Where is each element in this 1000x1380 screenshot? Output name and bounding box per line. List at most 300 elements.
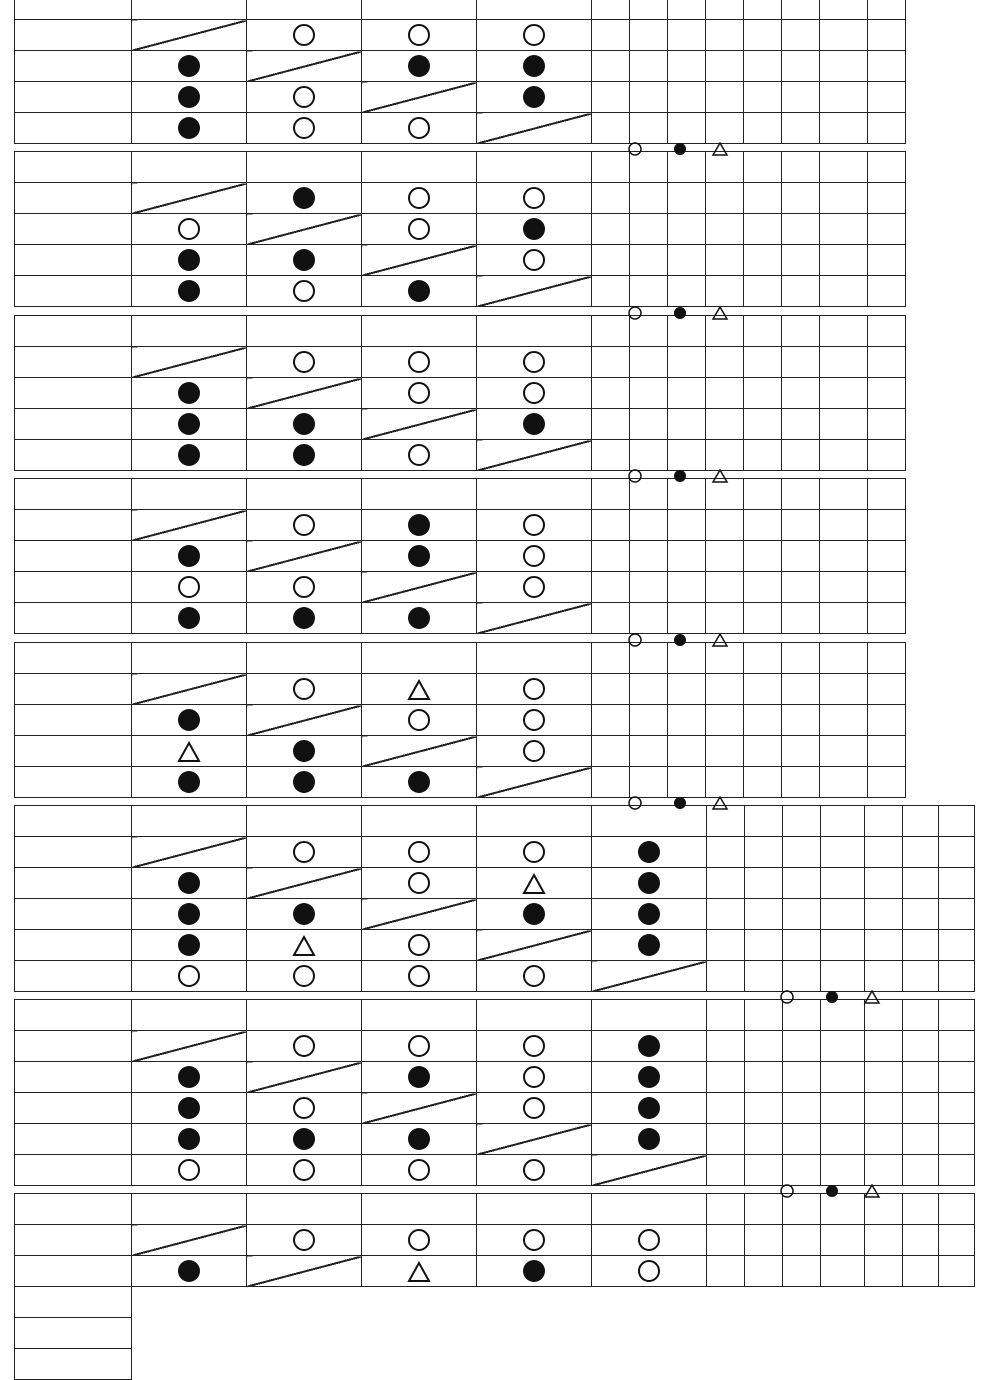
row-team-name xyxy=(15,930,132,961)
self-match-cell xyxy=(477,603,592,634)
team-row xyxy=(15,1318,975,1349)
stat-header-ga xyxy=(782,479,820,510)
stat-ga xyxy=(782,113,820,144)
stat-w xyxy=(630,20,668,51)
row-team-name xyxy=(15,1256,132,1287)
match-result-cell xyxy=(477,409,592,440)
stat-header-w xyxy=(630,152,668,183)
stat-d xyxy=(706,82,744,113)
match-result-cell xyxy=(247,276,362,307)
match-result-cell xyxy=(477,961,592,992)
stat-w xyxy=(745,1031,783,1062)
stat-ga xyxy=(903,961,939,992)
row-team-name xyxy=(15,541,132,572)
loss-dot-icon xyxy=(178,1260,200,1282)
match-result-cell xyxy=(132,1256,247,1287)
loss-dot-icon xyxy=(178,249,200,271)
match-result-cell xyxy=(247,1155,362,1186)
stat-ga xyxy=(782,440,820,471)
row-team-name xyxy=(15,961,132,992)
loss-dot-icon xyxy=(178,934,200,956)
win-circle-icon xyxy=(408,872,430,894)
column-team-header xyxy=(247,479,362,510)
team-row xyxy=(15,245,906,276)
loss-dot-icon xyxy=(178,872,200,894)
match-result-cell xyxy=(362,276,477,307)
row-team-name xyxy=(15,736,132,767)
block-separator xyxy=(628,141,738,153)
stat-d xyxy=(706,767,744,798)
stat-d xyxy=(706,347,744,378)
stat-d xyxy=(706,378,744,409)
match-result-cell xyxy=(362,930,477,961)
stat-gd xyxy=(939,837,975,868)
stat-w xyxy=(745,1256,783,1287)
stat-gd xyxy=(820,245,868,276)
row-team-name xyxy=(15,347,132,378)
match-result-cell xyxy=(592,868,707,899)
team-row xyxy=(15,378,906,409)
win-circle-icon xyxy=(523,249,545,271)
header-row xyxy=(15,1000,975,1031)
stat-header-rank xyxy=(868,643,906,674)
column-team-header xyxy=(362,316,477,347)
column-team-header xyxy=(362,1000,477,1031)
stat-header-w xyxy=(630,479,668,510)
match-result-cell xyxy=(247,347,362,378)
stat-header-gd xyxy=(820,643,868,674)
stat-w xyxy=(630,767,668,798)
stat-header-gf xyxy=(744,479,782,510)
match-result-cell xyxy=(132,767,247,798)
stat-header-pts xyxy=(707,1194,745,1225)
row-team-name xyxy=(15,20,132,51)
loss-dot-icon xyxy=(178,55,200,77)
loss-dot-icon xyxy=(178,444,200,466)
stat-gd xyxy=(820,51,868,82)
stat-header-d xyxy=(706,152,744,183)
win-circle-icon xyxy=(523,740,545,762)
stat-ga xyxy=(782,276,820,307)
stat-l xyxy=(783,1093,821,1124)
loss-dot-icon xyxy=(523,86,545,108)
win-circle-icon xyxy=(178,218,200,240)
stat-pts xyxy=(707,1225,745,1256)
stat-rank xyxy=(868,510,906,541)
win-circle-icon xyxy=(293,1035,315,1057)
stat-pts xyxy=(592,510,630,541)
stat-header-w xyxy=(745,1000,783,1031)
match-result-cell xyxy=(132,1124,247,1155)
match-result-cell xyxy=(362,347,477,378)
win-circle-icon xyxy=(523,545,545,567)
loss-dot-icon xyxy=(408,545,430,567)
stat-gd xyxy=(820,603,868,634)
loss-dot-icon xyxy=(293,1128,315,1150)
loss-dot-icon xyxy=(178,903,200,925)
stat-w xyxy=(745,961,783,992)
stat-l xyxy=(783,1256,821,1287)
match-result-cell xyxy=(132,736,247,767)
loss-dot-icon xyxy=(523,1260,545,1282)
block-table xyxy=(14,151,906,307)
self-match-cell xyxy=(592,1155,707,1186)
stat-gf xyxy=(744,510,782,541)
match-result-cell xyxy=(362,1031,477,1062)
match-result-cell xyxy=(132,1062,247,1093)
win-circle-icon xyxy=(408,218,430,240)
stat-header-w xyxy=(630,0,668,20)
match-result-cell xyxy=(592,1225,707,1256)
win-circle-icon xyxy=(293,351,315,373)
match-result-cell xyxy=(132,409,247,440)
stat-w xyxy=(630,705,668,736)
match-result-cell xyxy=(477,705,592,736)
team-row xyxy=(15,1031,975,1062)
block-title xyxy=(15,479,132,510)
stat-w xyxy=(630,674,668,705)
stat-w xyxy=(630,245,668,276)
win-circle-icon xyxy=(523,576,545,598)
stat-l xyxy=(668,510,706,541)
match-result-cell xyxy=(362,1256,477,1287)
block-title xyxy=(15,1000,132,1031)
self-match-cell xyxy=(362,899,477,930)
stat-header-gd xyxy=(939,1000,975,1031)
stat-gf xyxy=(744,378,782,409)
stat-header-ga xyxy=(903,1000,939,1031)
column-team-header xyxy=(477,479,592,510)
stat-gf xyxy=(744,440,782,471)
match-result-cell xyxy=(247,245,362,276)
match-result-cell xyxy=(247,1225,362,1256)
stat-gf xyxy=(865,930,903,961)
self-match-cell xyxy=(132,1031,247,1062)
row-team-name xyxy=(15,1062,132,1093)
stat-gd xyxy=(939,899,975,930)
team-row xyxy=(15,705,906,736)
match-result-cell xyxy=(592,899,707,930)
stat-header-gf xyxy=(744,643,782,674)
match-result-cell xyxy=(592,930,707,961)
stat-header-gd xyxy=(820,152,868,183)
stat-gd xyxy=(939,868,975,899)
stat-d xyxy=(821,899,865,930)
stat-rank xyxy=(868,541,906,572)
stat-header-w xyxy=(745,806,783,837)
stat-pts xyxy=(707,868,745,899)
stat-gf xyxy=(744,572,782,603)
self-match-cell xyxy=(362,245,477,276)
stat-rank xyxy=(868,245,906,276)
self-match-cell xyxy=(362,409,477,440)
stat-header-gd xyxy=(820,316,868,347)
win-circle-icon xyxy=(523,965,545,987)
stat-header-gd xyxy=(939,1194,975,1225)
column-team-header xyxy=(477,0,592,20)
stat-pts xyxy=(592,409,630,440)
block-separator xyxy=(628,305,738,317)
loss-dot-icon xyxy=(178,1066,200,1088)
stat-w xyxy=(630,82,668,113)
stat-d xyxy=(706,20,744,51)
stat-l xyxy=(668,736,706,767)
stat-ga xyxy=(782,214,820,245)
stat-gf xyxy=(744,541,782,572)
stat-w xyxy=(630,276,668,307)
loss-dot-icon xyxy=(178,86,200,108)
stat-d xyxy=(821,1256,865,1287)
win-circle-icon xyxy=(408,934,430,956)
win-circle-icon xyxy=(178,576,200,598)
stat-pts xyxy=(592,245,630,276)
self-match-cell xyxy=(247,541,362,572)
stat-d xyxy=(706,51,744,82)
stat-gf xyxy=(744,347,782,378)
stat-l xyxy=(783,868,821,899)
match-result-cell xyxy=(477,1225,592,1256)
match-result-cell xyxy=(247,572,362,603)
stat-d xyxy=(821,1225,865,1256)
stat-l xyxy=(668,20,706,51)
stat-gf xyxy=(744,51,782,82)
team-row xyxy=(15,767,906,798)
match-result-cell xyxy=(362,51,477,82)
stat-gd xyxy=(820,276,868,307)
stat-rank xyxy=(868,603,906,634)
stat-gf xyxy=(865,1225,903,1256)
win-circle-icon xyxy=(523,841,545,863)
loss-dot-icon xyxy=(638,1035,660,1057)
stat-d xyxy=(706,440,744,471)
stat-header-d xyxy=(706,643,744,674)
stat-gd xyxy=(939,1124,975,1155)
column-team-header xyxy=(362,479,477,510)
stat-pts xyxy=(592,214,630,245)
match-result-cell xyxy=(247,674,362,705)
stat-ga xyxy=(782,245,820,276)
stat-header-l xyxy=(668,479,706,510)
match-result-cell xyxy=(592,1093,707,1124)
match-result-cell xyxy=(362,1124,477,1155)
column-team-header xyxy=(132,1194,247,1225)
stat-header-ga xyxy=(782,0,820,20)
win-circle-icon xyxy=(293,280,315,302)
row-team-name xyxy=(15,82,132,113)
row-team-name xyxy=(15,1349,132,1380)
stat-header-rank xyxy=(868,0,906,20)
win-circle-icon xyxy=(638,1260,660,1282)
win-circle-icon xyxy=(523,1097,545,1119)
loss-dot-icon xyxy=(293,607,315,629)
stat-w xyxy=(630,51,668,82)
self-match-cell xyxy=(477,1124,592,1155)
stat-w xyxy=(745,1155,783,1186)
match-result-cell xyxy=(362,1155,477,1186)
stat-ga xyxy=(903,1225,939,1256)
match-result-cell xyxy=(132,51,247,82)
stat-header-gf xyxy=(865,1194,903,1225)
stat-pts xyxy=(707,930,745,961)
column-team-header xyxy=(477,1000,592,1031)
column-team-header xyxy=(362,1194,477,1225)
column-team-header xyxy=(362,806,477,837)
stat-pts xyxy=(592,603,630,634)
stat-pts xyxy=(592,347,630,378)
stat-l xyxy=(783,899,821,930)
block-table xyxy=(14,642,906,798)
team-row xyxy=(15,1349,975,1380)
match-result-cell xyxy=(247,837,362,868)
stat-gd xyxy=(939,1093,975,1124)
row-team-name xyxy=(15,214,132,245)
match-result-cell xyxy=(477,1031,592,1062)
match-result-cell xyxy=(247,409,362,440)
stat-header-ga xyxy=(782,316,820,347)
stat-l xyxy=(668,409,706,440)
stat-ga xyxy=(782,572,820,603)
row-team-name xyxy=(15,113,132,144)
stat-gd xyxy=(820,347,868,378)
win-circle-icon xyxy=(293,1097,315,1119)
team-row xyxy=(15,1287,975,1318)
stat-l xyxy=(783,1225,821,1256)
stat-w xyxy=(630,541,668,572)
stat-header-gf xyxy=(865,806,903,837)
match-result-cell xyxy=(362,183,477,214)
stat-pts xyxy=(707,961,745,992)
stat-l xyxy=(783,1124,821,1155)
stat-l xyxy=(783,930,821,961)
loss-dot-icon xyxy=(408,607,430,629)
stat-gf xyxy=(744,245,782,276)
stat-ga xyxy=(903,1031,939,1062)
stat-pts xyxy=(592,541,630,572)
stat-gd xyxy=(939,1031,975,1062)
stat-w xyxy=(745,1062,783,1093)
column-team-header xyxy=(132,479,247,510)
win-circle-icon xyxy=(293,1159,315,1181)
stat-header-pts xyxy=(707,806,745,837)
column-team-header xyxy=(477,316,592,347)
stat-gd xyxy=(820,82,868,113)
stat-gd xyxy=(820,113,868,144)
team-row xyxy=(15,214,906,245)
match-result-cell xyxy=(132,705,247,736)
block-separator xyxy=(628,795,738,807)
team-row xyxy=(15,1093,975,1124)
stat-header-gf xyxy=(744,0,782,20)
match-result-cell xyxy=(477,1062,592,1093)
match-result-cell xyxy=(477,1256,592,1287)
stat-ga xyxy=(903,1062,939,1093)
stat-ga xyxy=(782,183,820,214)
header-row xyxy=(15,806,975,837)
match-result-cell xyxy=(132,440,247,471)
stat-header-gd xyxy=(939,806,975,837)
team-row xyxy=(15,961,975,992)
match-result-cell xyxy=(247,1124,362,1155)
column-team-header xyxy=(362,643,477,674)
win-circle-icon xyxy=(408,1035,430,1057)
stat-pts xyxy=(592,20,630,51)
stat-pts xyxy=(592,82,630,113)
stat-rank xyxy=(868,82,906,113)
stat-gf xyxy=(744,214,782,245)
stat-w xyxy=(745,930,783,961)
row-team-name xyxy=(15,409,132,440)
stat-d xyxy=(706,276,744,307)
self-match-cell xyxy=(132,347,247,378)
stat-l xyxy=(668,674,706,705)
loss-dot-icon xyxy=(293,903,315,925)
match-result-cell xyxy=(477,378,592,409)
team-row xyxy=(15,1124,975,1155)
column-team-header xyxy=(247,806,362,837)
match-result-cell xyxy=(362,868,477,899)
stat-header-gf xyxy=(744,316,782,347)
stat-header-l xyxy=(668,316,706,347)
self-match-cell xyxy=(362,736,477,767)
win-circle-icon xyxy=(523,351,545,373)
self-match-cell xyxy=(362,82,477,113)
stat-d xyxy=(706,541,744,572)
stat-w xyxy=(745,1093,783,1124)
self-match-cell xyxy=(132,837,247,868)
loss-dot-icon xyxy=(638,903,660,925)
match-result-cell xyxy=(362,1062,477,1093)
stat-gf xyxy=(744,674,782,705)
match-result-cell xyxy=(362,541,477,572)
stat-ga xyxy=(782,20,820,51)
stat-gd xyxy=(820,736,868,767)
column-team-header xyxy=(132,316,247,347)
stat-rank xyxy=(868,378,906,409)
team-row xyxy=(15,20,906,51)
match-result-cell xyxy=(247,1031,362,1062)
header-row xyxy=(15,0,906,20)
stat-ga xyxy=(782,378,820,409)
stat-w xyxy=(630,214,668,245)
match-result-cell xyxy=(247,767,362,798)
stat-header-rank xyxy=(868,479,906,510)
row-team-name xyxy=(15,837,132,868)
team-row xyxy=(15,51,906,82)
team-row xyxy=(15,541,906,572)
stat-header-gd xyxy=(820,0,868,20)
column-team-header xyxy=(477,152,592,183)
stat-header-ga xyxy=(782,152,820,183)
stat-header-rank xyxy=(868,152,906,183)
stat-rank xyxy=(868,20,906,51)
column-team-header xyxy=(477,643,592,674)
win-circle-icon xyxy=(178,965,200,987)
stat-header-pts xyxy=(592,152,630,183)
match-result-cell xyxy=(362,961,477,992)
stat-ga xyxy=(782,705,820,736)
match-result-cell xyxy=(477,868,592,899)
stat-l xyxy=(783,837,821,868)
stat-pts xyxy=(592,705,630,736)
stat-ga xyxy=(903,1155,939,1186)
row-team-name xyxy=(15,276,132,307)
stat-d xyxy=(821,961,865,992)
stat-header-l xyxy=(668,0,706,20)
stat-d xyxy=(706,572,744,603)
row-team-name xyxy=(15,1031,132,1062)
row-team-name xyxy=(15,183,132,214)
stat-ga xyxy=(903,1124,939,1155)
